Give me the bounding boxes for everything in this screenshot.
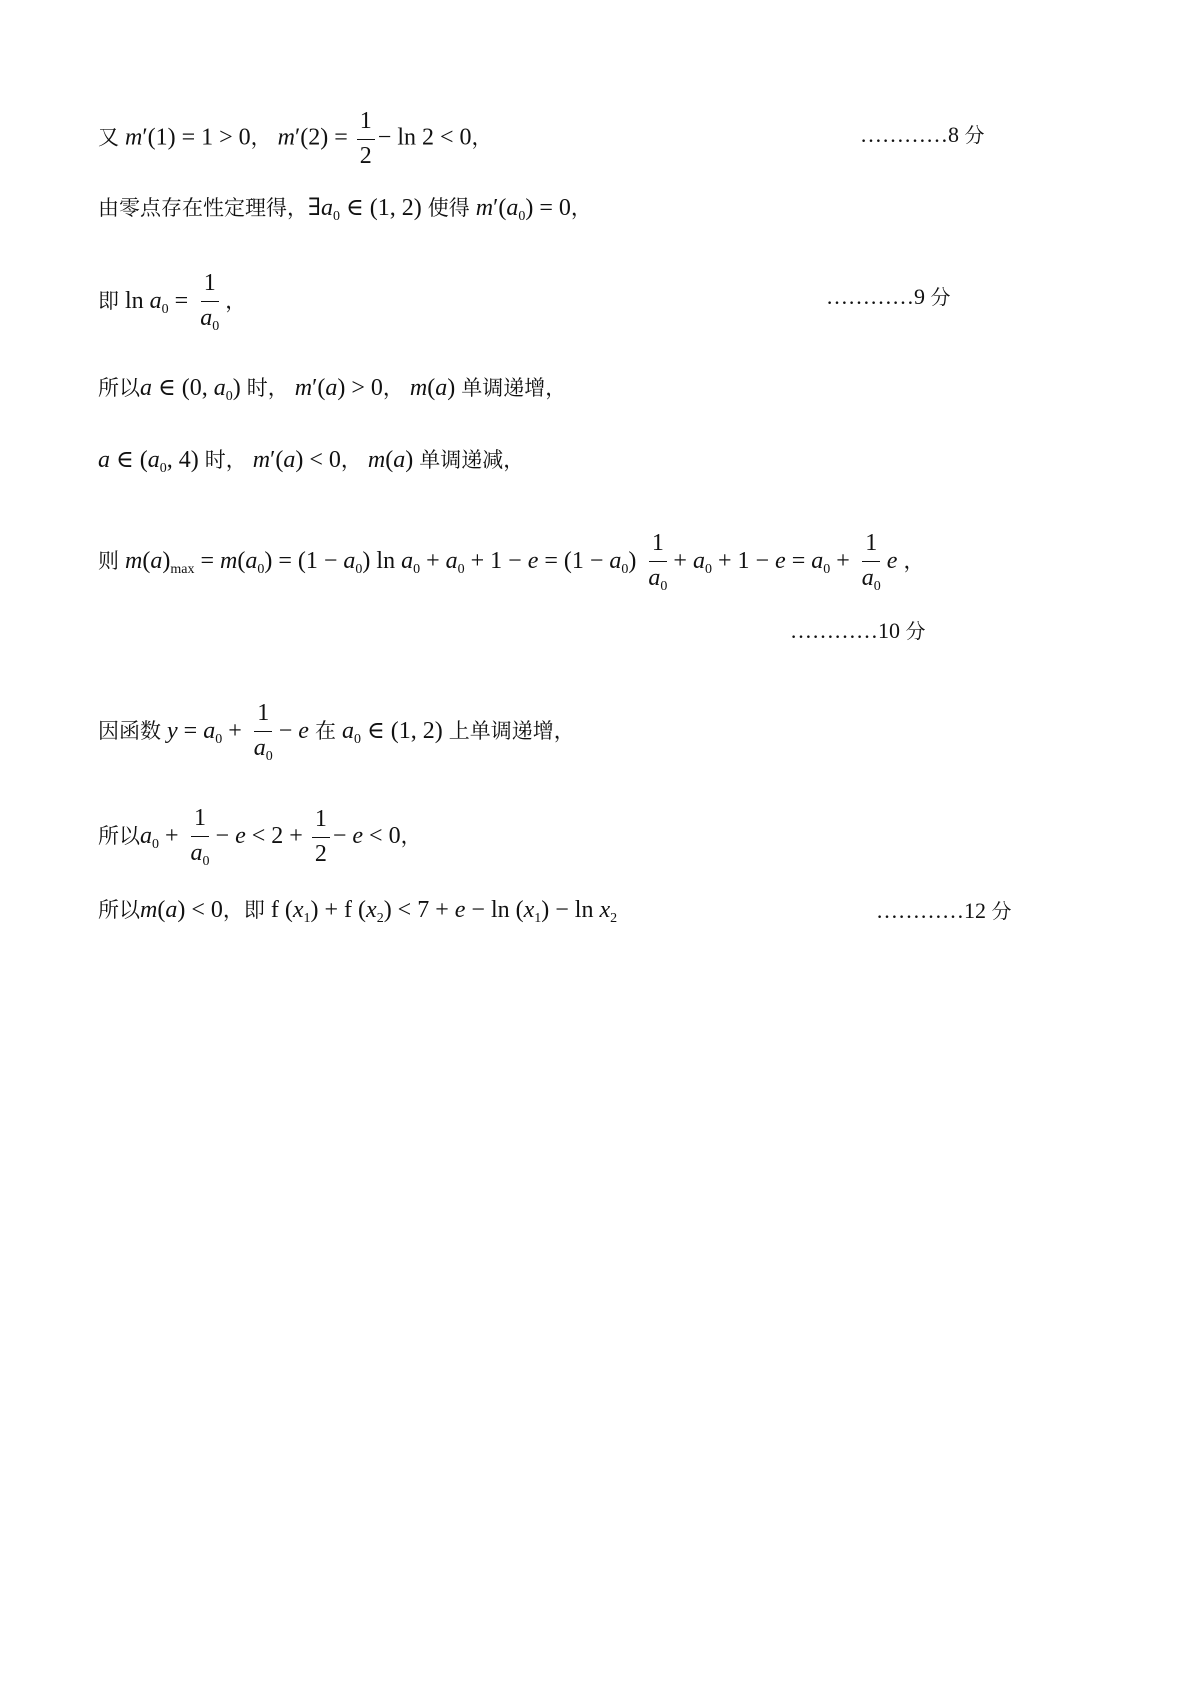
line-3: 即 $\ln a_0$ = $\frac{1}{a_0}$ ， [98, 270, 247, 334]
text: 又 [98, 125, 119, 150]
text: 在 [314, 718, 336, 743]
line-9: 所以$a_0$ + $\frac{1}{a_0}$ − e < 2 + $\frac{1}{2}$ − e < 0， [98, 805, 422, 869]
text: ， [340, 448, 362, 472]
text: ， [225, 288, 247, 313]
line-6: 则 $m(a)_{max} = m(a_0) = (1 - a_0)$ $\ln a_0 + a_0 + 1 - e = (1 - a_0)$ $\frac{1}{a_0}$ + $a_0 + 1 - e = a_0$ + $\frac{1}{a_0}$ e ， [98, 530, 925, 594]
text: ，即 [222, 898, 265, 922]
text: 单调递减， [419, 448, 525, 472]
text: 由零点存在性定理得， [98, 196, 308, 220]
text: ， [903, 548, 925, 573]
line-8: 因函数 $y = a_0$ + $\frac{1}{a_0}$ − e 在 $a_0$ ∈ (1, 2) 上单调递增， [98, 700, 575, 764]
score-value: 8 [948, 122, 959, 147]
text: 所以 [98, 823, 140, 848]
score-unit: 分 [991, 899, 1012, 923]
line-4: 所以a ∈ (0, $a_0$) 时， m′(a) > 0， m(a) 单调递增， [98, 375, 567, 404]
text: ， [400, 823, 422, 848]
score-unit: 分 [964, 123, 985, 147]
text: 所以 [98, 898, 140, 922]
text: 时， [204, 448, 247, 472]
score-value: 12 [964, 898, 986, 923]
line-5: a ∈ ($a_0$, 4) 时， m′(a) < 0， m(a) 单调递减， [98, 447, 525, 476]
score-12 [876, 900, 1012, 922]
score-10 [790, 620, 926, 642]
score-8 [860, 124, 985, 146]
line-10: 所以m(a) < 0，即 f $(x_1) + f$ $(x_2) < 7 + e - \ln (x_1) - \ln x_2$ [98, 897, 618, 926]
score-dots: ………… [826, 284, 914, 309]
text: ， [382, 376, 404, 400]
score-unit: 分 [905, 619, 926, 643]
text: 单调递增， [461, 376, 567, 400]
score-dots: ………… [876, 898, 964, 923]
score-dots: ………… [790, 618, 878, 643]
text: 上单调递增， [448, 718, 575, 743]
score-value: 9 [914, 284, 925, 309]
text: ， [250, 125, 272, 150]
text: 即 [98, 288, 119, 313]
score-value: 10 [878, 618, 900, 643]
text: 时， [246, 376, 289, 400]
score-9 [826, 286, 951, 308]
text: 所以 [98, 376, 140, 400]
line-2: 由零点存在性定理得，$\exists a_0$ ∈ (1, 2) 使得 $m'(a_0) = 0$， [98, 195, 592, 224]
score-dots: ………… [860, 122, 948, 147]
text: ， [570, 196, 592, 220]
text: 则 [98, 548, 119, 573]
text: 使得 [427, 196, 470, 220]
score-unit: 分 [930, 285, 951, 309]
text: ， [471, 125, 493, 150]
text: 因函数 [98, 718, 161, 743]
line-1: 又 m′(1) = 1 > 0， m′(2) = $\frac{1}{2}$ − ln 2 < 0， [98, 108, 493, 169]
